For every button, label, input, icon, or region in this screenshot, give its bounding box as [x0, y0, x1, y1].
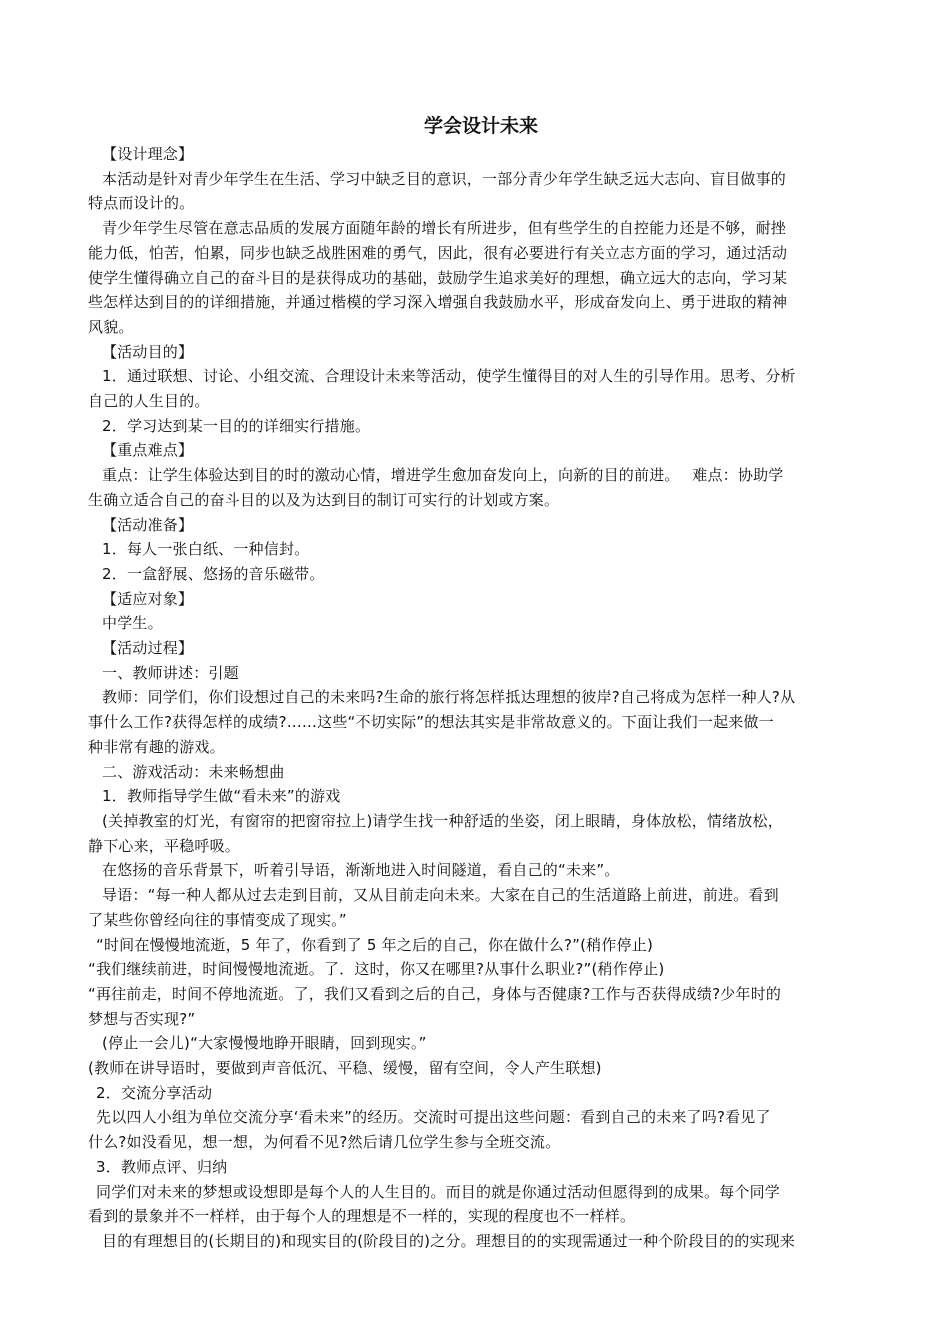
text-line: 梦想与否实现?”	[88, 1009, 196, 1028]
text-line: 青少年学生尽管在意志品质的发展方面随年龄的增长有所进步，但有些学生的自控能力还是不够，耐挫	[102, 219, 787, 238]
text-line: 2．一盒舒展、悠扬的音乐磁带。	[102, 564, 325, 583]
text-line: “再往前走，时间不停地流逝。了，我们又看到之后的自己，身体与否健康?工作与否获得成绩?少年时的	[88, 984, 782, 1003]
text-line: 1．通过联想、讨论、小组交流、合理设计未来等活动，使学生懂得目的对人生的引导作用。思考、分析	[102, 367, 796, 386]
text-line: 3．教师点评、归纳	[96, 1157, 228, 1176]
text-line: 静下心来，平稳呼吸。	[88, 836, 241, 855]
text-line: 重点：让学生体验达到目的时的激动心情，增进学生愈加奋发向上，向新的目的前进。 难点：协助学	[102, 466, 784, 485]
text-line: 事什么工作?获得怎样的成绩?……这些“不切实际”的想法其实是非常故意义的。下面让我们一起来做一	[88, 713, 774, 732]
text-line: 【活动目的】	[102, 342, 194, 361]
text-line: 什么?如没看见，想一想，为何看不见?然后请几位学生参与全班交流。	[88, 1133, 561, 1152]
text-line: 本活动是针对青少年学生在生活、学习中缺乏目的意识，一部分青少年学生缺乏远大志向、盲目做事的	[102, 169, 787, 188]
text-line: 【重点难点】	[102, 441, 194, 460]
text-line: 些怎样达到目的的详细措施，并通过楷模的学习深入增强自我鼓励水平，形成奋发向上、勇于进取的精神	[88, 293, 788, 312]
text-line: 种非常有趣的游戏。	[88, 737, 225, 756]
text-line: 先以四人小组为单位交流分享‘看未来”的经历。交流时可提出这些问题：看到自己的未来了吗?看见了	[96, 1108, 771, 1127]
text-line: 看到的景象并不一样样，由于每个人的理想是不一样的，实现的程度也不一样样。	[88, 1207, 636, 1226]
text-line: 生确立适合自己的奋斗目的以及为达到目的制订可实行的计划或方案。	[88, 490, 560, 509]
text-line: 2．交流分享活动	[96, 1083, 213, 1102]
text-line: 导语：“每一种人都从过去走到目前，又从目前走向未来。大家在自己的生活道路上前进，前进。看到	[102, 886, 779, 905]
document-body	[88, 142, 864, 1254]
text-line: 自己的人生目的。	[88, 392, 210, 411]
text-line: 2．学习达到某一目的的详细实行措施。	[102, 416, 371, 435]
text-line: 1．每人一张白纸、一种信封。	[102, 540, 310, 559]
text-line: 【适应对象】	[102, 589, 194, 608]
document-title: 学会设计未来	[423, 115, 538, 137]
text-line: 中学生。	[102, 614, 163, 633]
text-line: 目的有理想目的(长期目的)和现实目的(阶段目的)之分。理想目的的实现需通过一种个阶段目的的实现来	[102, 1231, 796, 1250]
text-line: 特点而设计的。	[88, 194, 195, 213]
text-line: 风貌。	[88, 317, 134, 336]
text-line: “我们继续前进，时间慢慢地流逝。了．这时，你又在哪里?从事什么职业?”(稍作停止)	[88, 960, 665, 979]
text-line: 能力低，怕苦，怕累，同步也缺乏战胜困难的勇气，因此，很有必要进行有关立志方面的学习，通过活动	[88, 243, 788, 262]
text-line: 1．教师指导学生做“看未来”的游戏	[102, 787, 341, 806]
text-line: 使学生懂得确立自己的奋斗目的是获得成功的基础，鼓励学生追求美好的理想，确立远大的志向，学习某	[88, 268, 788, 287]
text-line: 了某些你曾经向往的事情变成了现实。”	[88, 910, 347, 929]
text-line: (停止一会儿)“大家慢慢地睁开眼睛，回到现实。”	[102, 1034, 427, 1053]
text-line: (教师在讲导语时，要做到声音低沉、平稳、缓慢，留有空间，令人产生联想)	[88, 1059, 602, 1078]
document-page	[88, 110, 864, 1254]
text-line: (关掉教室的灯光，有窗帘的把窗帘拉上)请学生找一种舒适的坐姿，闭上眼睛，身体放松，情绪放松，	[102, 811, 783, 830]
text-line: 【活动过程】	[102, 639, 194, 658]
text-line: 教师：同学们，你们设想过自己的未来吗?生命的旅行将怎样抵达理想的彼岸?自己将成为怎样一种人?从	[102, 688, 796, 707]
text-line: 同学们对未来的梦想或设想即是每个人的人生目的。而目的就是你通过活动但愿得到的成果。每个同学	[96, 1182, 781, 1201]
text-line: 【活动准备】	[102, 515, 194, 534]
text-line: 在悠扬的音乐背景下，听着引导语，渐渐地进入时间隧道，看自己的“未来”。	[102, 861, 620, 880]
text-line: 【设计理念】	[102, 145, 194, 163]
text-line: 二、游戏活动：未来畅想曲	[102, 762, 285, 781]
text-line: “时间在慢慢地流逝，5 年了，你看到了 5 年之后的自己，你在做什么?”(稍作停止)	[96, 935, 654, 954]
text-line: 一、教师讲述：引题	[102, 663, 239, 682]
